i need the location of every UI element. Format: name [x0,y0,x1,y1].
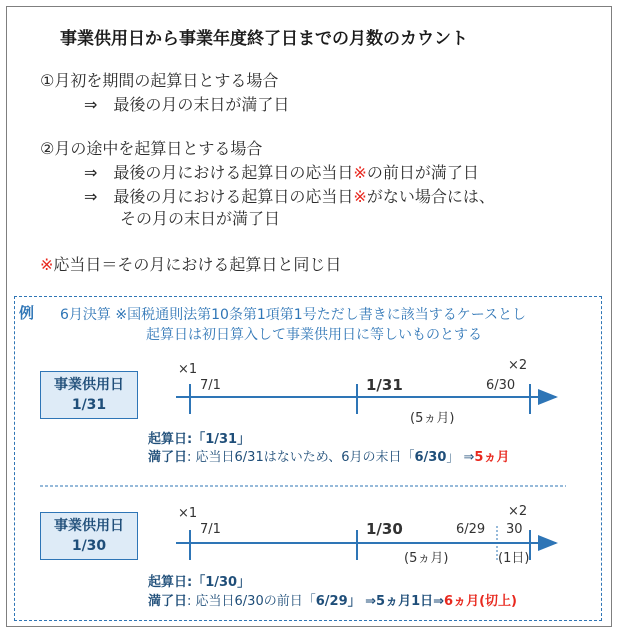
case2-badge [40,512,138,560]
label: 満了日 [148,450,188,465]
text: : 応当日6/31はないため、6月の末日「 [187,450,415,465]
value: :「1/31」 [187,432,251,447]
result: 5ヵ月 [474,450,510,465]
case2-span: (5ヵ月) [404,551,449,566]
date: 6/30 [414,450,447,465]
badge-title: 事業供用日 [54,377,124,393]
arrow-text: 」 ⇒ [446,450,475,465]
badge-title: 事業供用日 [54,518,124,534]
page-title: 事業供用日から事業年度終了日までの月数のカウント [60,29,468,49]
case2-date-30: 30 [506,522,523,537]
rule-2b-tail: がない場合には、 [366,187,495,206]
rule-1-result: ⇒ 最後の月の末日が満了日 [84,95,290,114]
case2-date-start: 7/1 [200,522,221,537]
badge-date: 1/30 [71,538,107,554]
case2-end-line [148,590,517,609]
footnote-text: 応当日＝その月における起算日と同じ日 [53,255,342,274]
case1-end-line [148,446,509,465]
result: 6ヵ月(切上) [444,594,517,609]
case2-start-line [148,571,250,590]
case2-span-day: (1日) [498,551,530,566]
case1-date-start: 7/1 [200,378,221,393]
case1-date-end: 6/30 [486,378,516,393]
badge-date: 1/31 [71,397,107,413]
case2-date-mid: 1/30 [366,520,403,538]
value: :「1/30」 [187,575,251,590]
case1-span: (5ヵ月) [410,411,455,426]
example-desc-2: 起算日は初日算入して事業供用日に等しいものとする [146,327,482,343]
rule-2b-text: ⇒ 最後の月における起算日の応当日 [84,187,354,206]
case1-mark-right: ×2 [508,358,528,373]
case2-date-629: 6/29 [456,522,486,537]
example-desc-1: 6月決算 ※国税通則法第10条第1項第1号ただし書きに該当するケースとし [60,307,527,323]
label: 起算日 [148,575,188,590]
case2-mark-right: ×2 [508,504,528,519]
asterisk-mark: ※ [40,255,54,274]
rule-1: ①月初を期間の起算日とする場合 [40,71,279,90]
case1-mark-left: ×1 [178,362,198,377]
rule-2a-tail: の前日が満了日 [366,163,479,182]
case2-mark-left: ×1 [178,506,198,521]
case1-date-mid: 1/31 [366,376,403,394]
case1-start-line [148,428,250,447]
asterisk-mark: ※ [353,163,367,182]
rule-2-result-c: その月の末日が満了日 [120,209,281,228]
text: : 応当日6/30の前日「 [187,594,316,609]
asterisk-mark: ※ [353,187,367,206]
date: 6/29 [315,594,348,609]
arrow-text: 」 ⇒5ヵ月1日⇒ [347,594,445,609]
example-label: 例 [19,304,35,322]
rule-2: ②月の途中を起算日とする場合 [40,139,263,158]
label: 満了日 [148,594,188,609]
label: 起算日 [148,432,188,447]
rule-2a-text: ⇒ 最後の月における起算日の応当日 [84,163,354,182]
